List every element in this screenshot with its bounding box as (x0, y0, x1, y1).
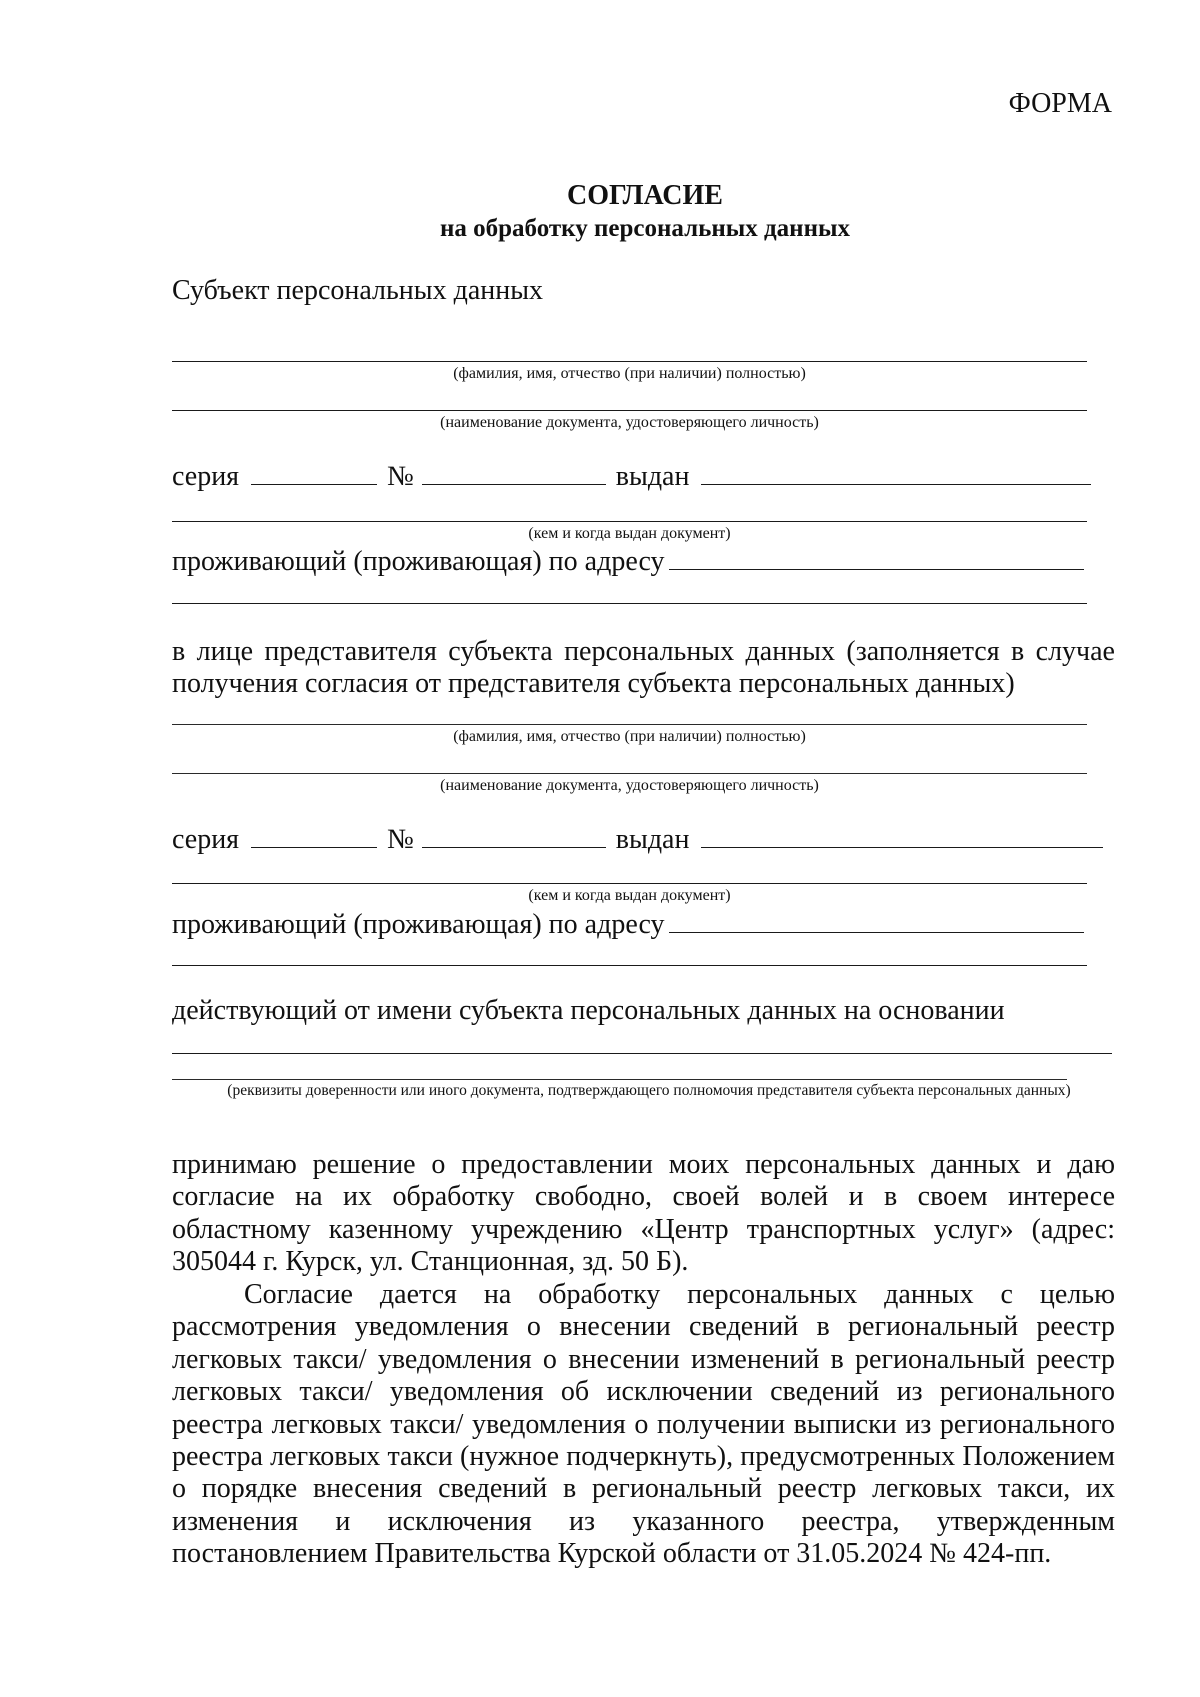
subject-issued-label: выдан (615, 461, 690, 492)
rep-acting-label: действующий от имени субъекта персональных данных на основании (172, 995, 1005, 1026)
document-subtitle: на обработку персональных данных (440, 215, 850, 242)
form-label: ФОРМА (1008, 88, 1112, 119)
rep-issued-label: выдан (615, 824, 690, 855)
subject-fio-caption: (фамилия, имя, отчество (при наличии) полностью) (453, 365, 806, 382)
rep-address-line-2[interactable] (172, 965, 1087, 966)
subject-address-row (172, 545, 1084, 578)
subject-number-label: № (387, 461, 414, 492)
subject-issued-caption: (кем и когда выдан документ) (528, 525, 731, 542)
rep-issued-field[interactable] (701, 823, 1103, 848)
rep-basis-caption: (реквизиты доверенности или иного документа, подтверждающего полномочия представителя субъекта персональных данных) (227, 1082, 1071, 1099)
rep-address-label: проживающий (проживающая) по адресу (172, 909, 665, 940)
subject-address-line-2[interactable] (172, 603, 1087, 604)
rep-fio-caption: (фамилия, имя, отчество (при наличии) полностью) (453, 728, 806, 745)
rep-doc-line[interactable] (172, 773, 1087, 774)
rep-issued-caption: (кем и когда выдан документ) (528, 887, 731, 904)
rep-series-field[interactable] (251, 823, 377, 848)
document-title: СОГЛАСИЕ (567, 180, 723, 211)
subject-heading: Субъект персональных данных (172, 275, 544, 306)
rep-address-row (172, 908, 1084, 941)
rep-number-label: № (387, 824, 414, 855)
subject-series-field[interactable] (251, 460, 377, 485)
subject-series-row (172, 460, 1091, 493)
rep-series-row (172, 823, 1103, 856)
rep-issued-line-2[interactable] (172, 883, 1087, 884)
rep-basis-line-2[interactable] (172, 1079, 1067, 1080)
consent-paragraph-1: принимаю решение о предоставлении моих персональных данных и даю согласие на их обработку свободно, своей волей и в своем интересе областному казенному учреждению «Центр транспортных услуг» (адрес: 305044 г. Курск, ул. Станционная, зд. 50 Б). (172, 1149, 1115, 1278)
subject-issued-field[interactable] (701, 460, 1091, 485)
subject-series-label: серия (172, 461, 240, 492)
subject-number-field[interactable] (422, 460, 606, 485)
subject-address-field[interactable] (669, 545, 1084, 570)
rep-fio-line[interactable] (172, 724, 1087, 725)
rep-number-field[interactable] (422, 823, 606, 848)
subject-fio-line[interactable] (172, 361, 1087, 362)
rep-doc-caption: (наименование документа, удостоверяющего личность) (440, 777, 819, 794)
subject-doc-line[interactable] (172, 410, 1087, 411)
subject-doc-caption: (наименование документа, удостоверяющего личность) (440, 414, 819, 431)
rep-address-field[interactable] (669, 908, 1084, 933)
rep-series-label: серия (172, 824, 240, 855)
consent-paragraph-2: Согласие дается на обработку персональных данных с целью рассмотрения уведомления о внесении сведений в региональный реестр легковых такси/ уведомления о внесении изменений в региональный реестр легковых такси/ уведомления об исключении сведений из регионального реестра легковых такси/ уведомления о получении выписки из регионального реестра легковых такси (нужное подчеркнуть), предусмотренных Положением о порядке внесения сведений в региональный реестр легковых такси, их изменения и исключения из указанного реестра, утвержденным постановлением Правительства Курской области от 31.05.2024 № 424-пп. (172, 1279, 1115, 1570)
subject-address-label: проживающий (проживающая) по адресу (172, 546, 665, 577)
subject-issued-line-2[interactable] (172, 521, 1087, 522)
rep-basis-line-1[interactable] (172, 1053, 1112, 1054)
representative-heading: в лице представителя субъекта персональных данных (заполняется в случае получения согласия от представителя субъекта персональных данных) (172, 636, 1115, 700)
